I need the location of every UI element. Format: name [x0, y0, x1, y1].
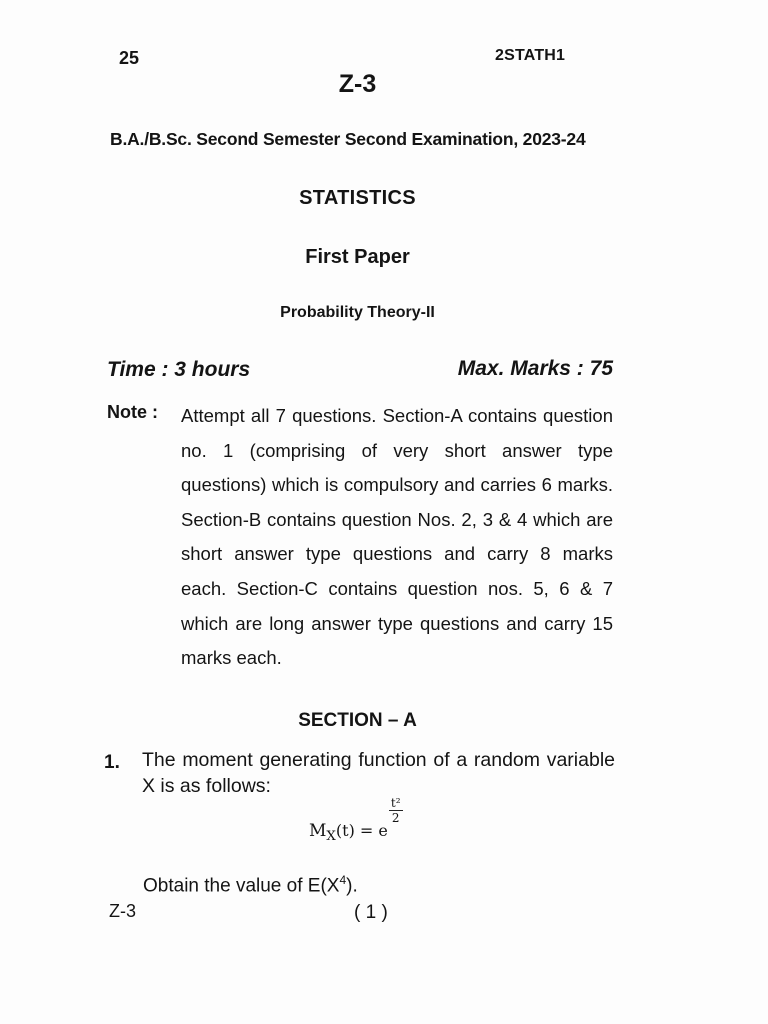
- paper-code: 2STATH1: [495, 47, 566, 64]
- page-count: 25: [119, 48, 140, 68]
- set-code-title: Z-3: [338, 70, 377, 98]
- formula-lhs-arg: (t) = e: [335, 821, 388, 840]
- exponent-numerator: t²: [390, 796, 401, 810]
- note-label: Note :: [107, 402, 158, 422]
- question-number: 1.: [104, 752, 120, 773]
- subject-heading: STATISTICS: [299, 187, 416, 209]
- max-marks: Max. Marks : 75: [457, 357, 613, 380]
- instruction-prefix: Obtain the value of E(X: [143, 875, 340, 897]
- question-instruction: [143, 873, 358, 897]
- formula-subscript: X: [326, 829, 336, 845]
- formula-exponent: [389, 796, 403, 825]
- question-text: The moment generating function of a random variable X is as follows:: [142, 749, 615, 797]
- footer-code: Z-3: [109, 901, 136, 921]
- topic-heading: Probability Theory-II: [280, 304, 435, 321]
- instruction-power: 4: [339, 873, 347, 887]
- exam-title: B.A./B.Sc. Second Semester Second Examination, 2023-24: [110, 129, 586, 149]
- section-a-heading: SECTION – A: [298, 710, 417, 731]
- note-text: Attempt all 7 questions. Section-A contains question no. 1 (comprising of very short answer type questions) which is compulsory and carries 6 marks. Section-B contains question Nos. 2, 3 & 4 which are short answer type questions and carry 8 marks each. Section-C contains question nos. 5, 6 & 7 which are long answer type questions and carry 15 marks each.: [181, 405, 613, 669]
- formula-m: M: [309, 821, 327, 841]
- mgf-formula: [309, 796, 403, 845]
- paper-heading: First Paper: [305, 246, 410, 268]
- instruction-suffix: ).: [346, 875, 358, 897]
- page-number: ( 1 ): [354, 902, 388, 923]
- time-allowed: Time : 3 hours: [107, 358, 251, 381]
- exponent-denominator: 2: [391, 811, 400, 825]
